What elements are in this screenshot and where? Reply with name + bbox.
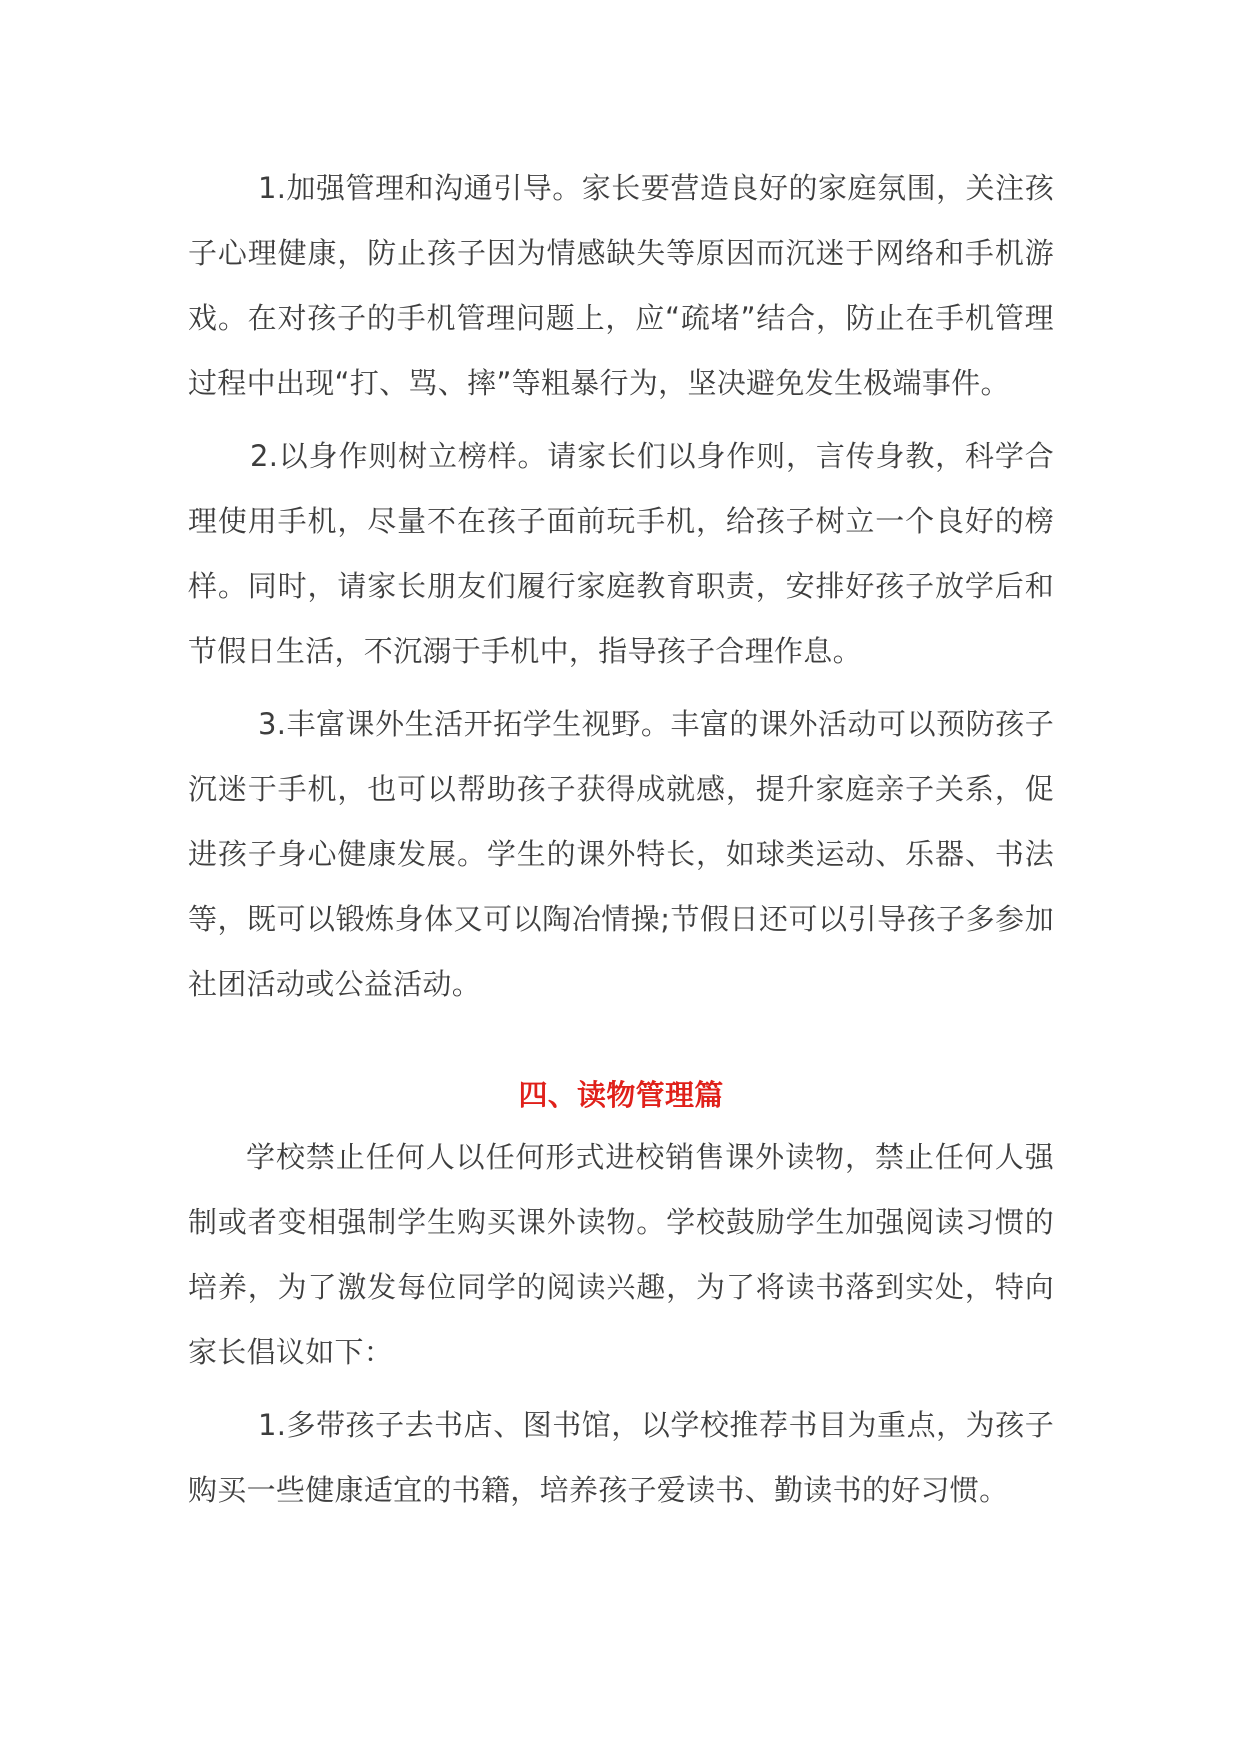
document-page <box>188 156 1054 1523</box>
paragraph-bookstore-library: 1.多带孩子去书店、图书馆，以学校推荐书目为重点，为孩子购买一些健康适宜的书籍，培养孩子爱读书、勤读书的好习惯。 <box>188 1408 1054 1507</box>
paragraph-lead-by-example: 2.以身作则树立榜样。请家长们以身作则，言传身教，科学合理使用手机，尽量不在孩子面前玩手机，给孩子树立一个良好的榜样。同时，请家长朋友们履行家庭教育职责，安排好孩子放学后和节假日生活，不沉溺于手机中，指导孩子合理作息。 <box>188 439 1054 668</box>
paragraph-phone-management-guidance: 1.加强管理和沟通引导。家长要营造良好的家庭氛围，关注孩子心理健康，防止孩子因为情感缺失等原因而沉迷于网络和手机游戏。在对孩子的手机管理问题上，应“疏堵”结合，防止在手机管理过程中出现“打、骂、摔”等粗暴行为，坚决避免发生极端事件。 <box>188 171 1054 400</box>
paragraph-reading-policy: 学校禁止任何人以任何形式进校销售课外读物，禁止任何人强制或者变相强制学生购买课外读物。学校鼓励学生加强阅读习惯的培养，为了激发每位同学的阅读兴趣，为了将读书落到实处，特向家长倡议如下： <box>188 1140 1054 1369</box>
section-heading-reading-management: 四、读物管理篇 <box>518 1078 724 1112</box>
paragraph-extracurricular-life: 3.丰富课外生活开拓学生视野。丰富的课外活动可以预防孩子沉迷于手机，也可以帮助孩子获得成就感，提升家庭亲子关系，促进孩子身心健康发展。学生的课外特长，如球类运动、乐器、书法等，既可以锻炼身体又可以陶冶情操;节假日还可以引导孩子多参加社团活动或公益活动。 <box>188 707 1054 1001</box>
